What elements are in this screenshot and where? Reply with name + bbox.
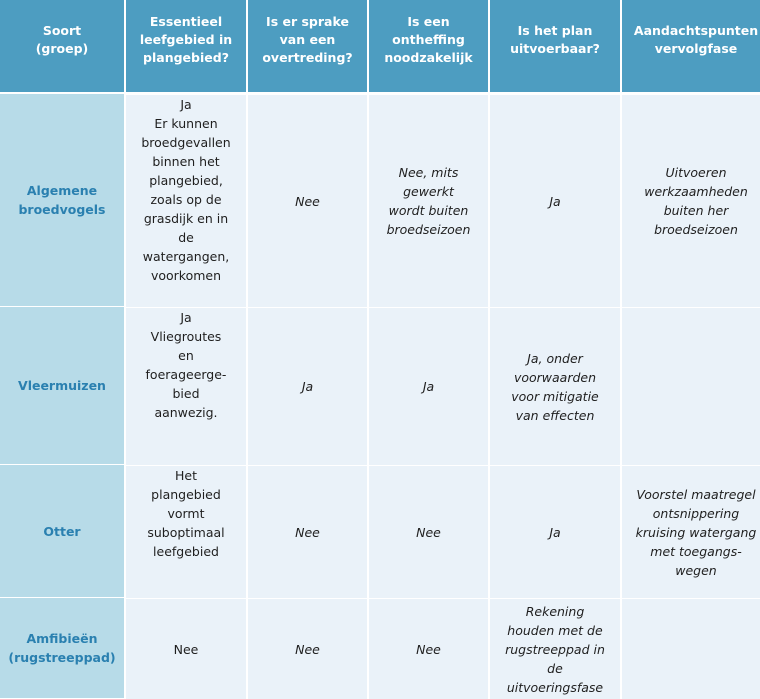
row-broedvogels-soort <box>0 94 124 307</box>
header-ontheffing <box>369 0 488 94</box>
row-otter-overtreding <box>248 465 367 598</box>
row-vleermuizen-soort <box>0 307 124 465</box>
row-amfibieen-essentieel <box>126 598 246 699</box>
cell-text: Nee, mits gewerkt wordt buiten broedseizoen <box>386 165 471 237</box>
soort-label: Otter <box>43 523 81 539</box>
row-vleermuizen-essentieel <box>126 307 246 465</box>
cell-text: Nee <box>295 524 320 540</box>
header-aandachtspunten <box>622 0 760 94</box>
header-soort-label: Soort (groep) <box>35 23 89 56</box>
header-overtreding-label: Is er sprake van een overtreding? <box>262 14 353 65</box>
row-otter-uitvoerbaar <box>490 465 620 598</box>
header-overtreding <box>248 0 367 94</box>
row-broedvogels-essentieel <box>126 94 246 307</box>
header-uitvoerbaar <box>490 0 620 94</box>
cell-text: Nee <box>416 641 441 657</box>
header-soort <box>0 0 124 94</box>
soort-label: Algemene broedvogels <box>18 183 106 217</box>
cell-text: Voorstel maatregel ontsnippering kruising watergang met toegangs- wegen <box>635 486 757 578</box>
row-otter-ontheffing <box>369 465 488 598</box>
cell-text: Rekening houden met de rugstreeppad in de uitvoeringsfase <box>505 603 605 695</box>
row-vleermuizen-ontheffing <box>369 307 488 465</box>
cell-text: Ja <box>549 524 561 540</box>
row-otter-aandachtspunten <box>622 465 760 598</box>
cell-text: Ja Er kunnen broedgevallen binnen het plangebied, zoals op de grasdijk en in de watergangen, voorkomen <box>141 97 231 283</box>
row-vleermuizen-aandachtspunten <box>622 307 760 465</box>
cell-text: Ja <box>549 193 561 209</box>
row-vleermuizen-uitvoerbaar <box>490 307 620 465</box>
row-amfibieen-overtreding <box>248 598 367 699</box>
header-essentieel <box>126 0 246 94</box>
cell-text: Nee <box>295 641 320 657</box>
cell-text: Nee <box>416 524 441 540</box>
row-broedvogels-uitvoerbaar <box>490 94 620 307</box>
soort-label: Amfibieën (rugstreeppad) <box>8 631 116 665</box>
row-otter-soort <box>0 465 124 598</box>
row-amfibieen-uitvoerbaar <box>490 598 620 699</box>
row-broedvogels-ontheffing <box>369 94 488 307</box>
cell-text: Nee <box>295 193 320 209</box>
row-broedvogels-aandachtspunten <box>622 94 760 307</box>
header-ontheffing-label: Is een ontheffing noodzakelijk <box>384 14 473 65</box>
header-uitvoerbaar-label: Is het plan uitvoerbaar? <box>510 23 600 56</box>
row-otter-essentieel <box>126 465 246 598</box>
header-essentieel-label: Essentieel leefgebied in plangebied? <box>139 14 233 65</box>
row-amfibieen-soort <box>0 598 124 699</box>
cell-text: Nee <box>173 641 199 657</box>
cell-text: Ja Vliegroutes en foerageerge- bied aanwezig. <box>145 310 227 420</box>
soort-label: Vleermuizen <box>18 378 106 393</box>
cell-text: Ja <box>422 379 435 394</box>
cell-text: Ja, onder voorwaarden voor mitigatie van effecten <box>511 350 599 423</box>
row-vleermuizen-overtreding <box>248 307 367 465</box>
cell-text: Uitvoeren werkzaamheden buiten her broedseizoen <box>644 165 748 237</box>
cell-text: Het plangebied vormt suboptimaal leefgebied <box>147 468 225 559</box>
cell-text: Ja <box>301 379 314 394</box>
row-broedvogels-overtreding <box>248 94 367 307</box>
row-amfibieen-ontheffing <box>369 598 488 699</box>
row-amfibieen-aandachtspunten <box>622 598 760 699</box>
header-aandachtspunten-label: Aandachtspunten vervolgfase <box>633 23 759 56</box>
